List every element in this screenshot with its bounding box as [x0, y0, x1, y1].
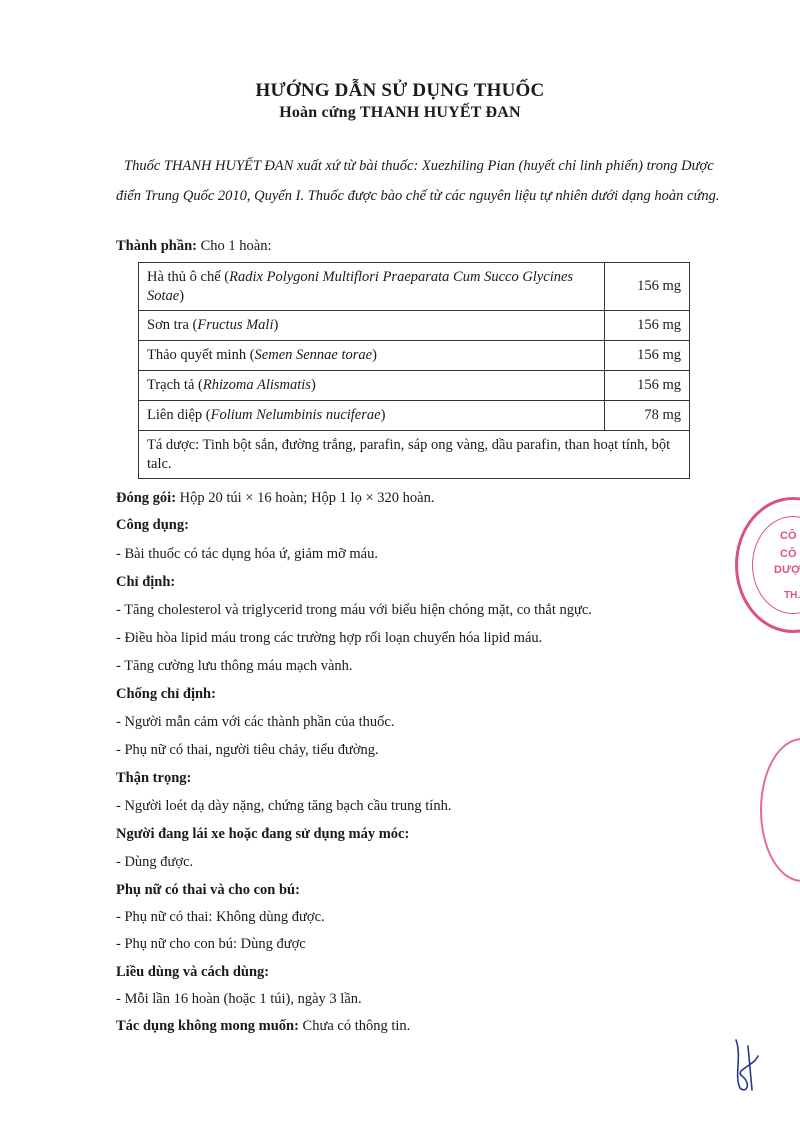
ingredient-amount: 156 mg [605, 311, 690, 341]
driving-heading: Người đang lái xe hoặc đang sử dụng máy móc: [116, 826, 410, 842]
list-item: - Điều hòa lipid máu trong các trường hợp rối loạn chuyển hóa lipid máu. [116, 630, 543, 646]
side-effects-line [116, 1018, 410, 1035]
document-title: HƯỚNG DẪN SỬ DỤNG THUỐC [255, 80, 545, 101]
contraindications-heading: Chống chỉ định: [116, 686, 216, 702]
ingredient-name: Hà thủ ô chế (Radix Polygoni Multiflori Praeparata Cum Succo Glycines Sotae) [139, 263, 605, 311]
packaging-line [116, 490, 434, 507]
company-stamp: CÔ CÔ DƯỢ TH. [735, 497, 800, 633]
table-row [139, 401, 690, 431]
packaging-text: Hộp 20 túi × 16 hoàn; Hộp 1 lọ × 320 hoàn. [176, 490, 435, 506]
list-item: - Bài thuốc có tác dụng hóa ứ, giảm mỡ máu. [116, 546, 378, 562]
ingredient-name: Sơn tra (Fructus Mali) [139, 311, 605, 341]
table-row [139, 341, 690, 371]
composition-label: Thành phần: [116, 238, 198, 254]
list-item: - Phụ nữ có thai: Không dùng được. [116, 909, 325, 925]
precautions-heading: Thận trọng: [116, 770, 192, 786]
list-item: - Dùng được. [116, 854, 194, 870]
dosage-heading: Liều dùng và cách dùng: [116, 964, 270, 980]
signature-mark [728, 1036, 768, 1096]
table-row [139, 371, 690, 401]
ingredient-amount: 156 mg [605, 371, 690, 401]
ingredient-name: Trạch tả (Rhizoma Alismatis) [139, 371, 605, 401]
list-item: - Tăng cholesterol và triglycerid trong máu với biểu hiện chóng mặt, co thắt ngực. [116, 602, 592, 618]
packaging-label: Đóng gói: [116, 490, 177, 506]
indications-heading: Chỉ định: [116, 574, 176, 590]
pregnancy-heading: Phụ nữ có thai và cho con bú: [116, 882, 300, 898]
list-item: - Người mẫn cảm với các thành phần của thuốc. [116, 714, 395, 730]
ingredient-name: Thảo quyết minh (Semen Sennae torae) [139, 341, 605, 371]
composition-table [138, 262, 690, 479]
list-item: - Tăng cường lưu thông máu mạch vành. [116, 658, 353, 674]
side-effects-label: Tác dụng không mong muốn: [116, 1018, 299, 1034]
list-item: - Phụ nữ có thai, người tiêu chảy, tiểu đường. [116, 742, 379, 758]
composition-heading [116, 238, 272, 255]
ingredient-amount: 78 mg [605, 401, 690, 431]
uses-heading: Công dụng: [116, 517, 189, 533]
list-item: - Mỗi lần 16 hoàn (hoặc 1 túi), ngày 3 lần. [116, 991, 362, 1007]
ingredient-name: Liên diệp (Folium Nelumbinis nuciferae) [139, 401, 605, 431]
table-row [139, 431, 690, 479]
ingredient-amount: 156 mg [605, 263, 690, 311]
excipients-cell: Tá dược: Tinh bột sắn, đường trắng, parafin, sáp ong vàng, dầu parafin, than hoạt tính, bột talc. [139, 431, 690, 479]
table-row [139, 311, 690, 341]
partial-stamp [760, 738, 800, 882]
list-item: - Phụ nữ cho con bú: Dùng được [116, 936, 306, 952]
document-subtitle: Hoàn cứng THANH HUYẾT ĐAN [279, 104, 521, 121]
composition-per-unit: Cho 1 hoàn: [197, 238, 272, 254]
ingredient-amount: 156 mg [605, 341, 690, 371]
side-effects-text: Chưa có thông tin. [298, 1018, 411, 1034]
intro-paragraph: Thuốc THANH HUYẾT ĐAN xuất xứ từ bài thuốc: Xuezhiling Pian (huyết chỉ linh phiến) trong Dược điển Trung Quốc 2010, Quyển I. Thuốc được bào chế từ các nguyên liệu tự nhiên dưới dạng hoàn cứng. [116, 158, 720, 204]
table-row [139, 263, 690, 311]
list-item: - Người loét dạ dày nặng, chứng tăng bạch cầu trung tính. [116, 798, 452, 814]
